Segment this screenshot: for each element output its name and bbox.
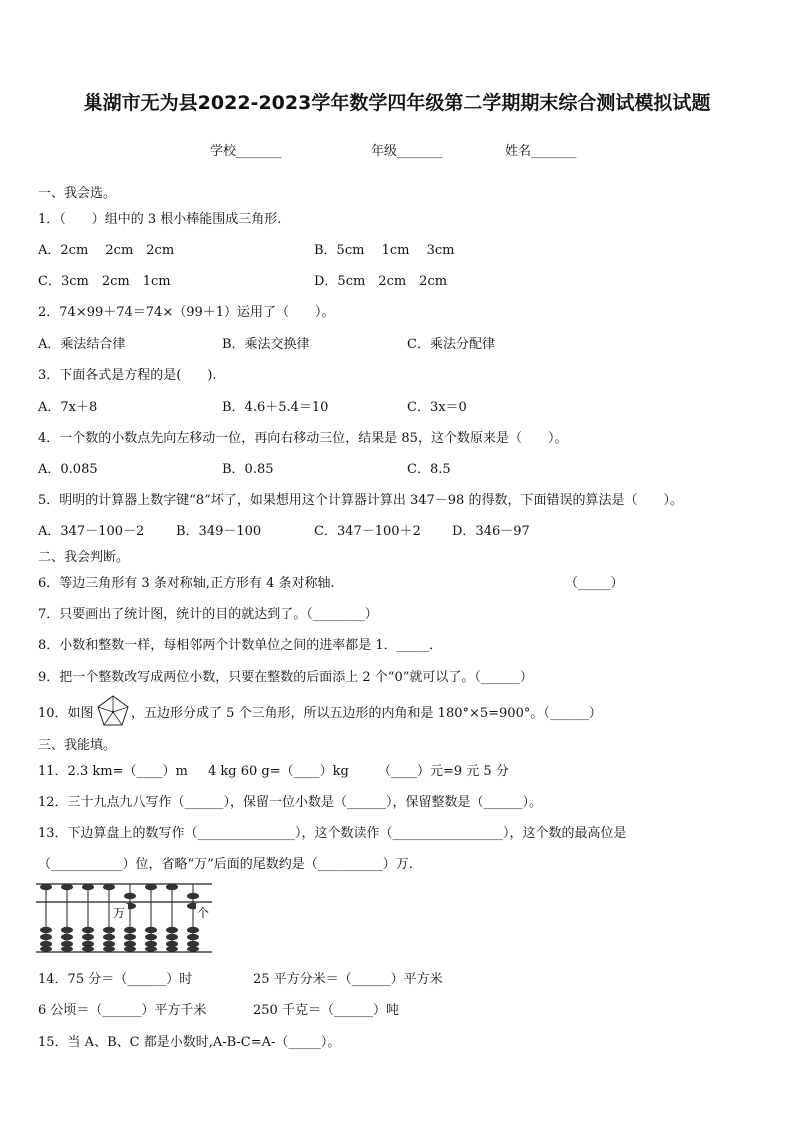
question-7-stem: 7．只要画出了统计图，统计的目的就达到了。（________） — [38, 607, 378, 622]
question-8-stem: 8．小数和整数一样，每相邻两个计数单位之间的进率都是 1．_____． — [38, 638, 443, 653]
question-9-stem: 9．把一个整数改写成两位小数，只要在整数的后面添上 2 个“0”就可以了。（______） — [38, 670, 533, 685]
section-heading-3: 三、我能填。 — [38, 738, 117, 753]
question-3-option-c: C．3x＝0 — [407, 400, 467, 415]
abacus-label-wan: 万 — [112, 906, 126, 920]
question-3-stem: 3．下面各式是方程的是( ). — [38, 368, 217, 383]
abacus-figure — [36, 880, 216, 956]
question-10-stem: ，五边形分成了 5 个三角形，所以五边形的内角和是 180°×5=900°。（______） — [131, 706, 602, 721]
question-5-option-c: C．347－100＋2 — [314, 524, 421, 539]
question-4-option-b: B．0.85 — [222, 462, 274, 477]
grade-field: 年级_______ — [371, 144, 443, 159]
pentagon-figure-icon — [96, 694, 130, 728]
question-2-option-c: C．乘法分配律 — [407, 337, 495, 352]
question-6-stem: 6．等边三角形有 3 条对称轴,正方形有 4 条对称轴. — [38, 576, 335, 591]
question-4-option-a: A．0.085 — [38, 462, 98, 477]
question-11-part-b: 4 kg 60 g=（____）kg — [208, 764, 349, 779]
school-field: 学校_______ — [210, 144, 282, 159]
question-1-stem: 1．（ ）组中的 3 根小棒能围成三角形. — [38, 212, 282, 227]
section-heading-2: 二、我会判断。 — [38, 550, 130, 565]
question-14-part-d: 250 千克＝（______）吨 — [253, 1003, 399, 1018]
name-field: 姓名_______ — [505, 144, 577, 159]
question-14-part-c: 6 公顷＝（______）平方千米 — [38, 1003, 207, 1018]
question-1-option-a: A．2cm 2cm 2cm — [38, 243, 175, 258]
question-4-option-c: C．8.5 — [407, 462, 451, 477]
question-13-stem-line1: 13．下边算盘上的数写作（_______________），这个数读作（_________________），这个数的最高位是 — [38, 826, 627, 841]
question-12-stem: 12．三十九点九八写作（______），保留一位小数是（______），保留整数是（______）。 — [38, 795, 543, 810]
question-3-option-b: B．4.6＋5.4＝10 — [222, 400, 329, 415]
section-heading-1: 一、我会选。 — [38, 186, 117, 201]
question-6-blank: （_____） — [565, 576, 624, 591]
question-4-stem: 4．一个数的小数点先向左移动一位，再向右移动三位，结果是 85，这个数原来是（ ）。 — [38, 431, 568, 446]
question-13-stem-line2: （___________）位，省略“万”后面的尾数约是（__________）万. — [38, 857, 413, 872]
question-14-part-a: 14．75 分＝（______）时 — [38, 972, 193, 987]
question-5-stem: 5．明明的计算器上数字键“8”坏了，如果想用这个计算器计算出 347－98 的得数，下面错误的算法是（ ）。 — [38, 493, 683, 508]
page-title: 巢湖市无为县2022-2023学年数学四年级第二学期期末综合测试模拟试题 — [83, 92, 711, 114]
question-5-option-b: B．349－100 — [176, 524, 262, 539]
abacus-label-ge: 个 — [196, 906, 210, 920]
question-3-option-a: A．7x＋8 — [38, 400, 98, 415]
question-1-option-b: B．5cm 1cm 3cm — [314, 243, 455, 258]
question-1-option-c: C．3cm 2cm 1cm — [38, 274, 171, 289]
question-11-part-c: （____）元=9 元 5 分 — [378, 764, 509, 779]
question-15-stem: 15．当 A、B、C 都是小数时,A-B-C=A-（_____）。 — [38, 1035, 341, 1050]
question-10-prefix: 10．如图 — [38, 706, 94, 721]
question-2-stem: 2．74×99＋74＝74×（99＋1）运用了（ ）。 — [38, 305, 335, 320]
question-5-option-d: D．346－97 — [452, 524, 530, 539]
question-5-option-a: A．347－100－2 — [38, 524, 145, 539]
question-2-option-a: A．乘法结合律 — [38, 337, 126, 352]
question-2-option-b: B．乘法交换律 — [222, 337, 310, 352]
question-11-part-a: 11．2.3 km=（____）m — [38, 764, 188, 779]
question-1-option-d: D．5cm 2cm 2cm — [314, 274, 448, 289]
question-14-part-b: 25 平方分米＝（______）平方米 — [253, 972, 443, 987]
